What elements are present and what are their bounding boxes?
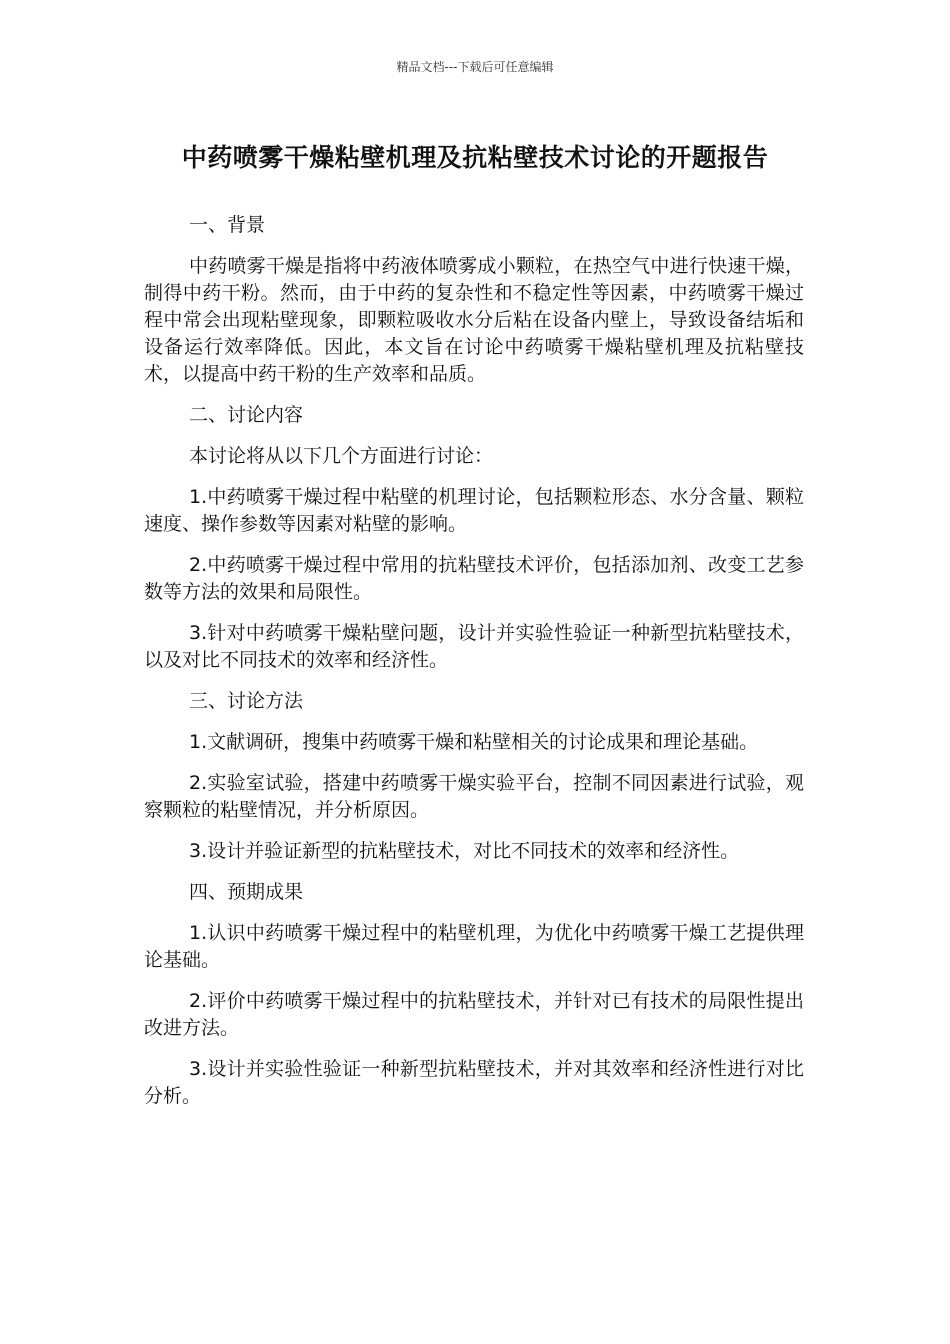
result-item-3: 3.设计并实验性验证一种新型抗粘壁技术，并对其效率和经济性进行对比分析。	[144, 1058, 804, 1107]
result-item-2: 2.评价中药喷雾干燥过程中的抗粘壁技术，并针对已有技术的局限性提出改进方法。	[144, 990, 804, 1039]
content-item-3: 3.针对中药喷雾干燥粘壁问题，设计并实验性验证一种新型抗粘壁技术，以及对比不同技术的效率和经济性。	[144, 622, 804, 671]
method-item-3: 3.设计并验证新型的抗粘壁技术，对比不同技术的效率和经济性。	[189, 840, 740, 862]
section-heading-results: 四、预期成果	[189, 881, 304, 903]
method-item-1: 1.文献调研，搜集中药喷雾干燥和粘壁相关的讨论成果和理论基础。	[189, 731, 759, 753]
header-note: 精品文档---下载后可任意编辑	[396, 60, 554, 74]
result-item-1: 1.认识中药喷雾干燥过程中的粘壁机理，为优化中药喷雾干燥工艺提供理论基础。	[144, 922, 804, 971]
document-body	[144, 212, 804, 1124]
paragraph-background: 中药喷雾干燥是指将中药液体喷雾成小颗粒，在热空气中进行快速干燥，制得中药干粉。然而，由于中药的复杂性和不稳定性等因素，中药喷雾干燥过程中常会出现粘壁现象，即颗粒吸收水分后粘在设备内壁上，导致设备结垢和设备运行效率降低。因此，本文旨在讨论中药喷雾干燥粘壁机理及抗粘壁技术，以提高中药干粉的生产效率和品质。	[144, 255, 804, 385]
section-heading-background: 一、背景	[189, 214, 266, 236]
section-heading-method: 三、讨论方法	[189, 690, 304, 712]
content-item-1: 1.中药喷雾干燥过程中粘壁的机理讨论，包括颗粒形态、水分含量、颗粒速度、操作参数等因素对粘壁的影响。	[144, 486, 804, 535]
paragraph-content-intro: 本讨论将从以下几个方面进行讨论：	[189, 445, 494, 467]
method-item-2: 2.实验室试验，搭建中药喷雾干燥实验平台，控制不同因素进行试验，观察颗粒的粘壁情况，并分析原因。	[144, 772, 804, 821]
section-heading-content: 二、讨论内容	[189, 404, 304, 426]
document-title: 中药喷雾干燥粘壁机理及抗粘壁技术讨论的开题报告	[181, 143, 769, 172]
content-item-2: 2.中药喷雾干燥过程中常用的抗粘壁技术评价，包括添加剂、改变工艺参数等方法的效果和局限性。	[144, 554, 804, 603]
